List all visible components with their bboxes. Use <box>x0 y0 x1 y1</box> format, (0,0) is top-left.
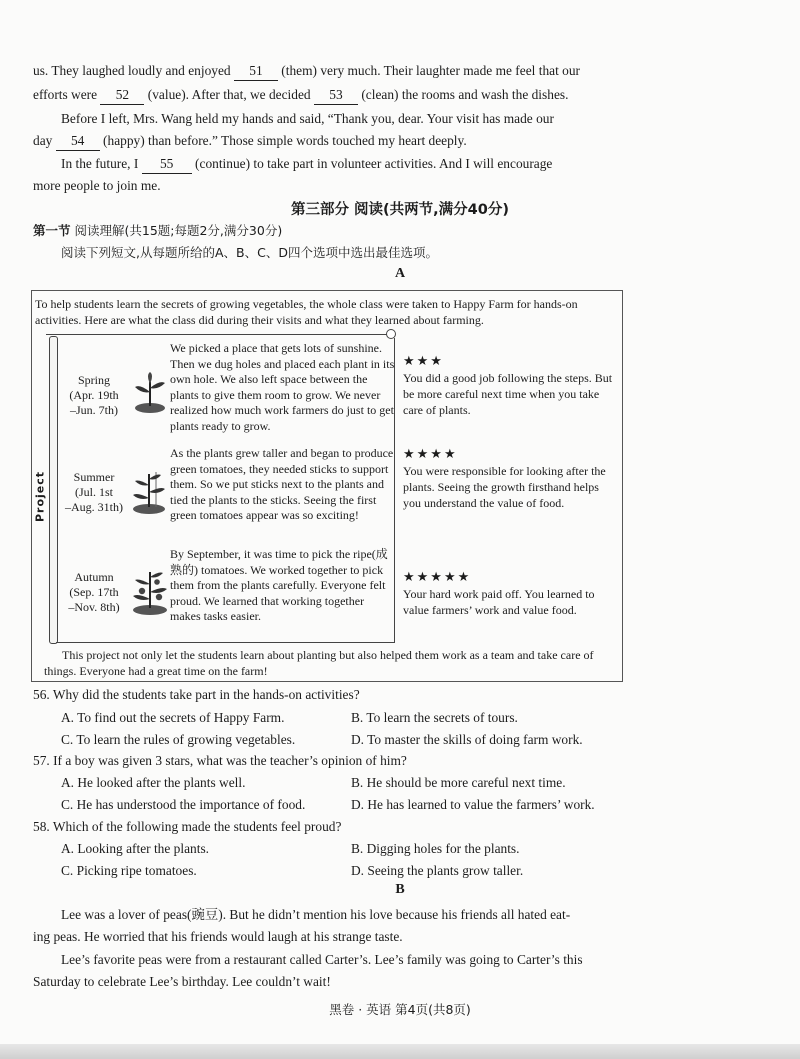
text: efforts were <box>33 87 101 102</box>
spring-feedback-text: You did a good job following the steps. But be more careful next time when you take care of plants. <box>403 371 613 417</box>
summer-season <box>63 470 125 515</box>
text: 第一节 <box>33 223 71 238</box>
question-56-option-b[interactable]: B. To learn the secrets of tours. <box>351 710 518 725</box>
autumn-text: By September, it was time to pick the ripe(成熟的) tomatoes. We worked together to pick them from the plants carefully. Everyone felt proud. We learned that working together makes tasks easier. <box>170 547 388 624</box>
section-instruction: 阅读下列短文,从每题所给的A、B、C、D四个选项中选出最佳选项。 <box>61 245 438 260</box>
question-56-option-d[interactable]: D. To master the skills of doing farm work. <box>351 732 583 747</box>
cloze-line-6: more people to join me. <box>33 178 161 193</box>
ripe-tomato-plant-icon <box>130 567 170 615</box>
passage-a-outro: This project not only let the students learn about planting but also helped them work as a team and take care of things. Everyone had a great time on the farm! <box>44 648 594 678</box>
summer-feedback-text: You were responsible for looking after the plants. Seeing the growth firsthand helps you understand the value of food. <box>403 464 606 510</box>
text: us. They laughed loudly and enjoyed <box>33 63 234 78</box>
tomato-plant-icon <box>130 468 168 514</box>
summer-dates-start: (Jul. 1st <box>74 485 113 499</box>
autumn-stars: ★★★★★ <box>403 570 472 585</box>
question-57-option-c[interactable]: C. He has understood the importance of food. <box>61 797 306 812</box>
text: (them) very much. Their laughter made me feel that our <box>277 63 580 78</box>
spring-text: We picked a place that gets lots of sunshine. Then we dug holes and placed each plant in its own hole. We also left space between the plants to give them room to grow. We never realized how much work farmers do just to get plants ready to grow. <box>170 341 395 433</box>
passage-b-letter: B <box>395 882 405 897</box>
autumn-feedback-text: Your hard work paid off. You learned to value farmers’ work and value food. <box>403 587 595 617</box>
blank-55: 55 <box>142 155 192 174</box>
spring-dates-end: –Jun. 7th) <box>70 403 118 417</box>
question-57-option-d[interactable]: D. He has learned to value the farmers’ work. <box>351 797 595 812</box>
blank-54: 54 <box>56 132 100 151</box>
passage-a-intro: To help students learn the secrets of growing vegetables, the whole class were taken to Happy Farm for hands-on activities. Here are what the class did during their visits and what they learned about farming. <box>35 297 578 327</box>
spring-season <box>63 373 125 418</box>
autumn-name: Autumn <box>74 570 114 584</box>
question-58-option-b[interactable]: B. Digging holes for the plants. <box>351 841 520 856</box>
text: day <box>33 133 56 148</box>
passage-b-line-1: Lee was a lover of peas(豌豆). But he didn’t mention his love because his friends all hated eat- <box>61 907 571 922</box>
question-58-option-c[interactable]: C. Picking ripe tomatoes. <box>61 863 197 878</box>
spring-stars: ★★★ <box>403 354 444 369</box>
passage-b-line-4: Saturday to celebrate Lee’s birthday. Lee couldn’t wait! <box>33 974 331 989</box>
passage-a-letter: A <box>394 266 406 281</box>
spring-dates-start: (Apr. 19th <box>69 388 119 402</box>
text: (happy) than before.” Those simple words touched my heart deeply. <box>99 133 467 148</box>
passage-b-line-2: ing peas. He worried that his friends would laugh at his strange taste. <box>33 929 403 944</box>
project-label: Project <box>33 470 47 523</box>
section-subtitle <box>33 222 282 240</box>
section-title: 第三部分 阅读(共两节,满分40分) <box>291 202 509 218</box>
cloze-line-3: Before I left, Mrs. Wang held my hands and said, “Thank you, dear. Your visit has made our <box>61 111 554 126</box>
text: In the future, I <box>61 156 142 171</box>
question-58-option-d[interactable]: D. Seeing the plants grow taller. <box>351 863 524 878</box>
summer-name: Summer <box>73 470 115 484</box>
question-57-stem: 57. If a boy was given 3 stars, what was the teacher’s opinion of him? <box>33 753 407 768</box>
spring-name: Spring <box>77 373 110 387</box>
page-footer: 黑卷 · 英语 第4页(共8页) <box>329 1002 471 1017</box>
cloze-line-5 <box>61 155 552 174</box>
text: 阅读理解(共15题;每题2分,满分30分) <box>70 223 283 238</box>
blank-53: 53 <box>314 86 358 105</box>
summer-feedback <box>403 447 619 511</box>
scan-edge <box>0 1044 800 1059</box>
question-56-option-a[interactable]: A. To find out the secrets of Happy Farm. <box>61 710 285 725</box>
seedling-icon <box>132 370 168 414</box>
blank-51: 51 <box>234 62 278 81</box>
cloze-line-1 <box>33 62 580 81</box>
summer-dates-end: –Aug. 31th) <box>65 500 123 514</box>
cloze-line-4 <box>33 132 467 151</box>
question-58-option-a[interactable]: A. Looking after the plants. <box>61 841 210 856</box>
question-58-stem: 58. Which of the following made the students feel proud? <box>33 819 342 834</box>
passage-b-line-3: Lee’s favorite peas were from a restaurant called Carter’s. Lee’s family was going to Carter’s this <box>61 952 583 967</box>
cloze-line-2 <box>33 86 568 105</box>
text: (continue) to take part in volunteer activities. And I will encourage <box>191 156 553 171</box>
blank-52: 52 <box>100 86 144 105</box>
question-57-option-a[interactable]: A. He looked after the plants well. <box>61 775 246 790</box>
spring-feedback <box>403 354 619 418</box>
question-56-option-c[interactable]: C. To learn the rules of growing vegetables. <box>61 732 296 747</box>
autumn-dates-start: (Sep. 17th <box>69 585 119 599</box>
text: (value). After that, we decided <box>144 87 314 102</box>
autumn-season <box>63 570 125 615</box>
autumn-dates-end: –Nov. 8th) <box>68 600 120 614</box>
question-57-option-b[interactable]: B. He should be more careful next time. <box>351 775 566 790</box>
autumn-feedback <box>403 570 619 618</box>
text: (clean) the rooms and wash the dishes. <box>357 87 569 102</box>
summer-stars: ★★★★ <box>403 447 458 462</box>
summer-text: As the plants grew taller and began to produce green tomatoes, they needed sticks to support them. So we put sticks next to the plants and tied the plants to the sticks. Seeing the first green tomatoes appear was so exciting! <box>170 446 394 523</box>
question-56-stem: 56. Why did the students take part in the hands-on activities? <box>33 687 360 702</box>
